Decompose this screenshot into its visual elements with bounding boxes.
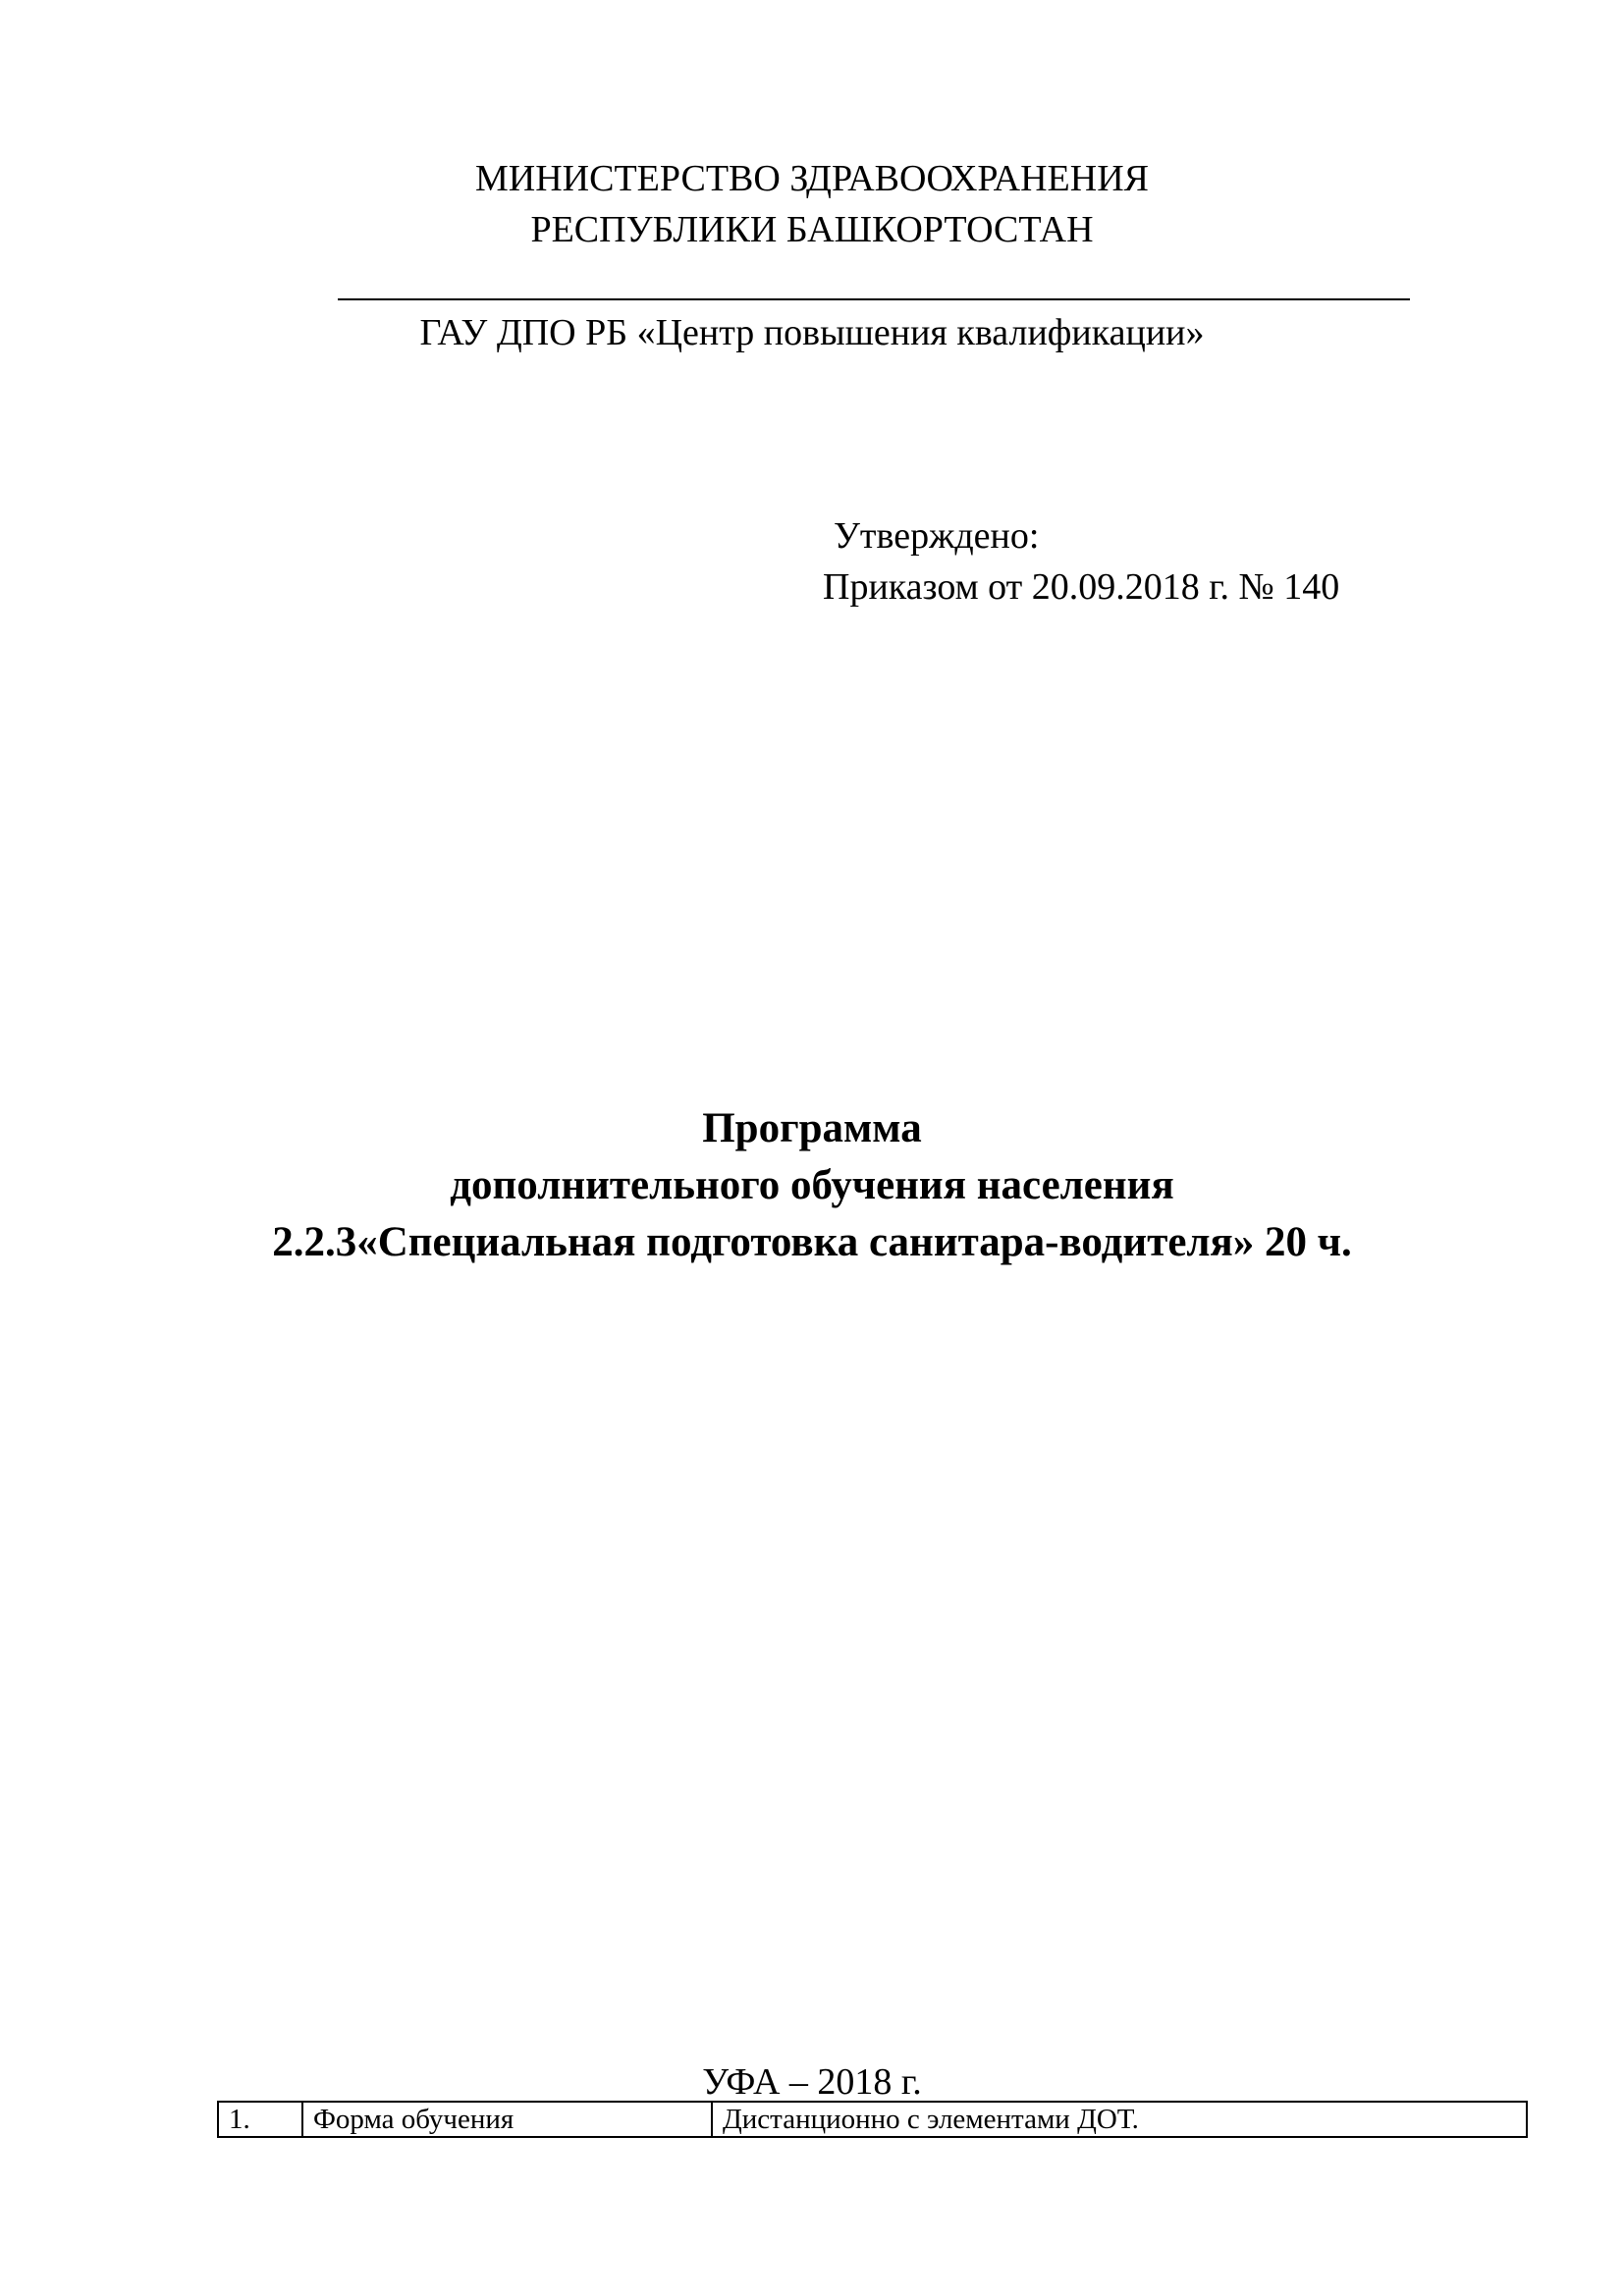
approval-label: Утверждено: xyxy=(834,515,1040,557)
organization-name: ГАУ ДПО РБ «Центр повышения квалификации» xyxy=(419,312,1205,353)
table-row xyxy=(218,2102,1527,2137)
program-title-line1: Программа xyxy=(702,1105,922,1151)
city-year: УФА – 2018 г. xyxy=(702,2061,922,2103)
row-field-name: Форма обучения xyxy=(302,2102,712,2137)
approval-order: Приказом от 20.09.2018 г. № 140 xyxy=(823,566,1340,608)
ministry-name-line1: МИНИСТЕРСТВО ЗДРАВООХРАНЕНИЯ xyxy=(475,158,1149,199)
header-divider xyxy=(338,298,1410,300)
program-title-line3: 2.2.3«Специальная подготовка санитара-водителя» 20 ч. xyxy=(272,1219,1352,1265)
program-title-line2: дополнительного обучения населения xyxy=(450,1162,1174,1208)
row-field-value: Дистанционно с элементами ДОТ. xyxy=(712,2102,1527,2137)
row-number: 1. xyxy=(218,2102,302,2137)
ministry-name-line2: РЕСПУБЛИКИ БАШКОРТОСТАН xyxy=(530,209,1094,250)
program-info-table xyxy=(217,2101,1528,2138)
